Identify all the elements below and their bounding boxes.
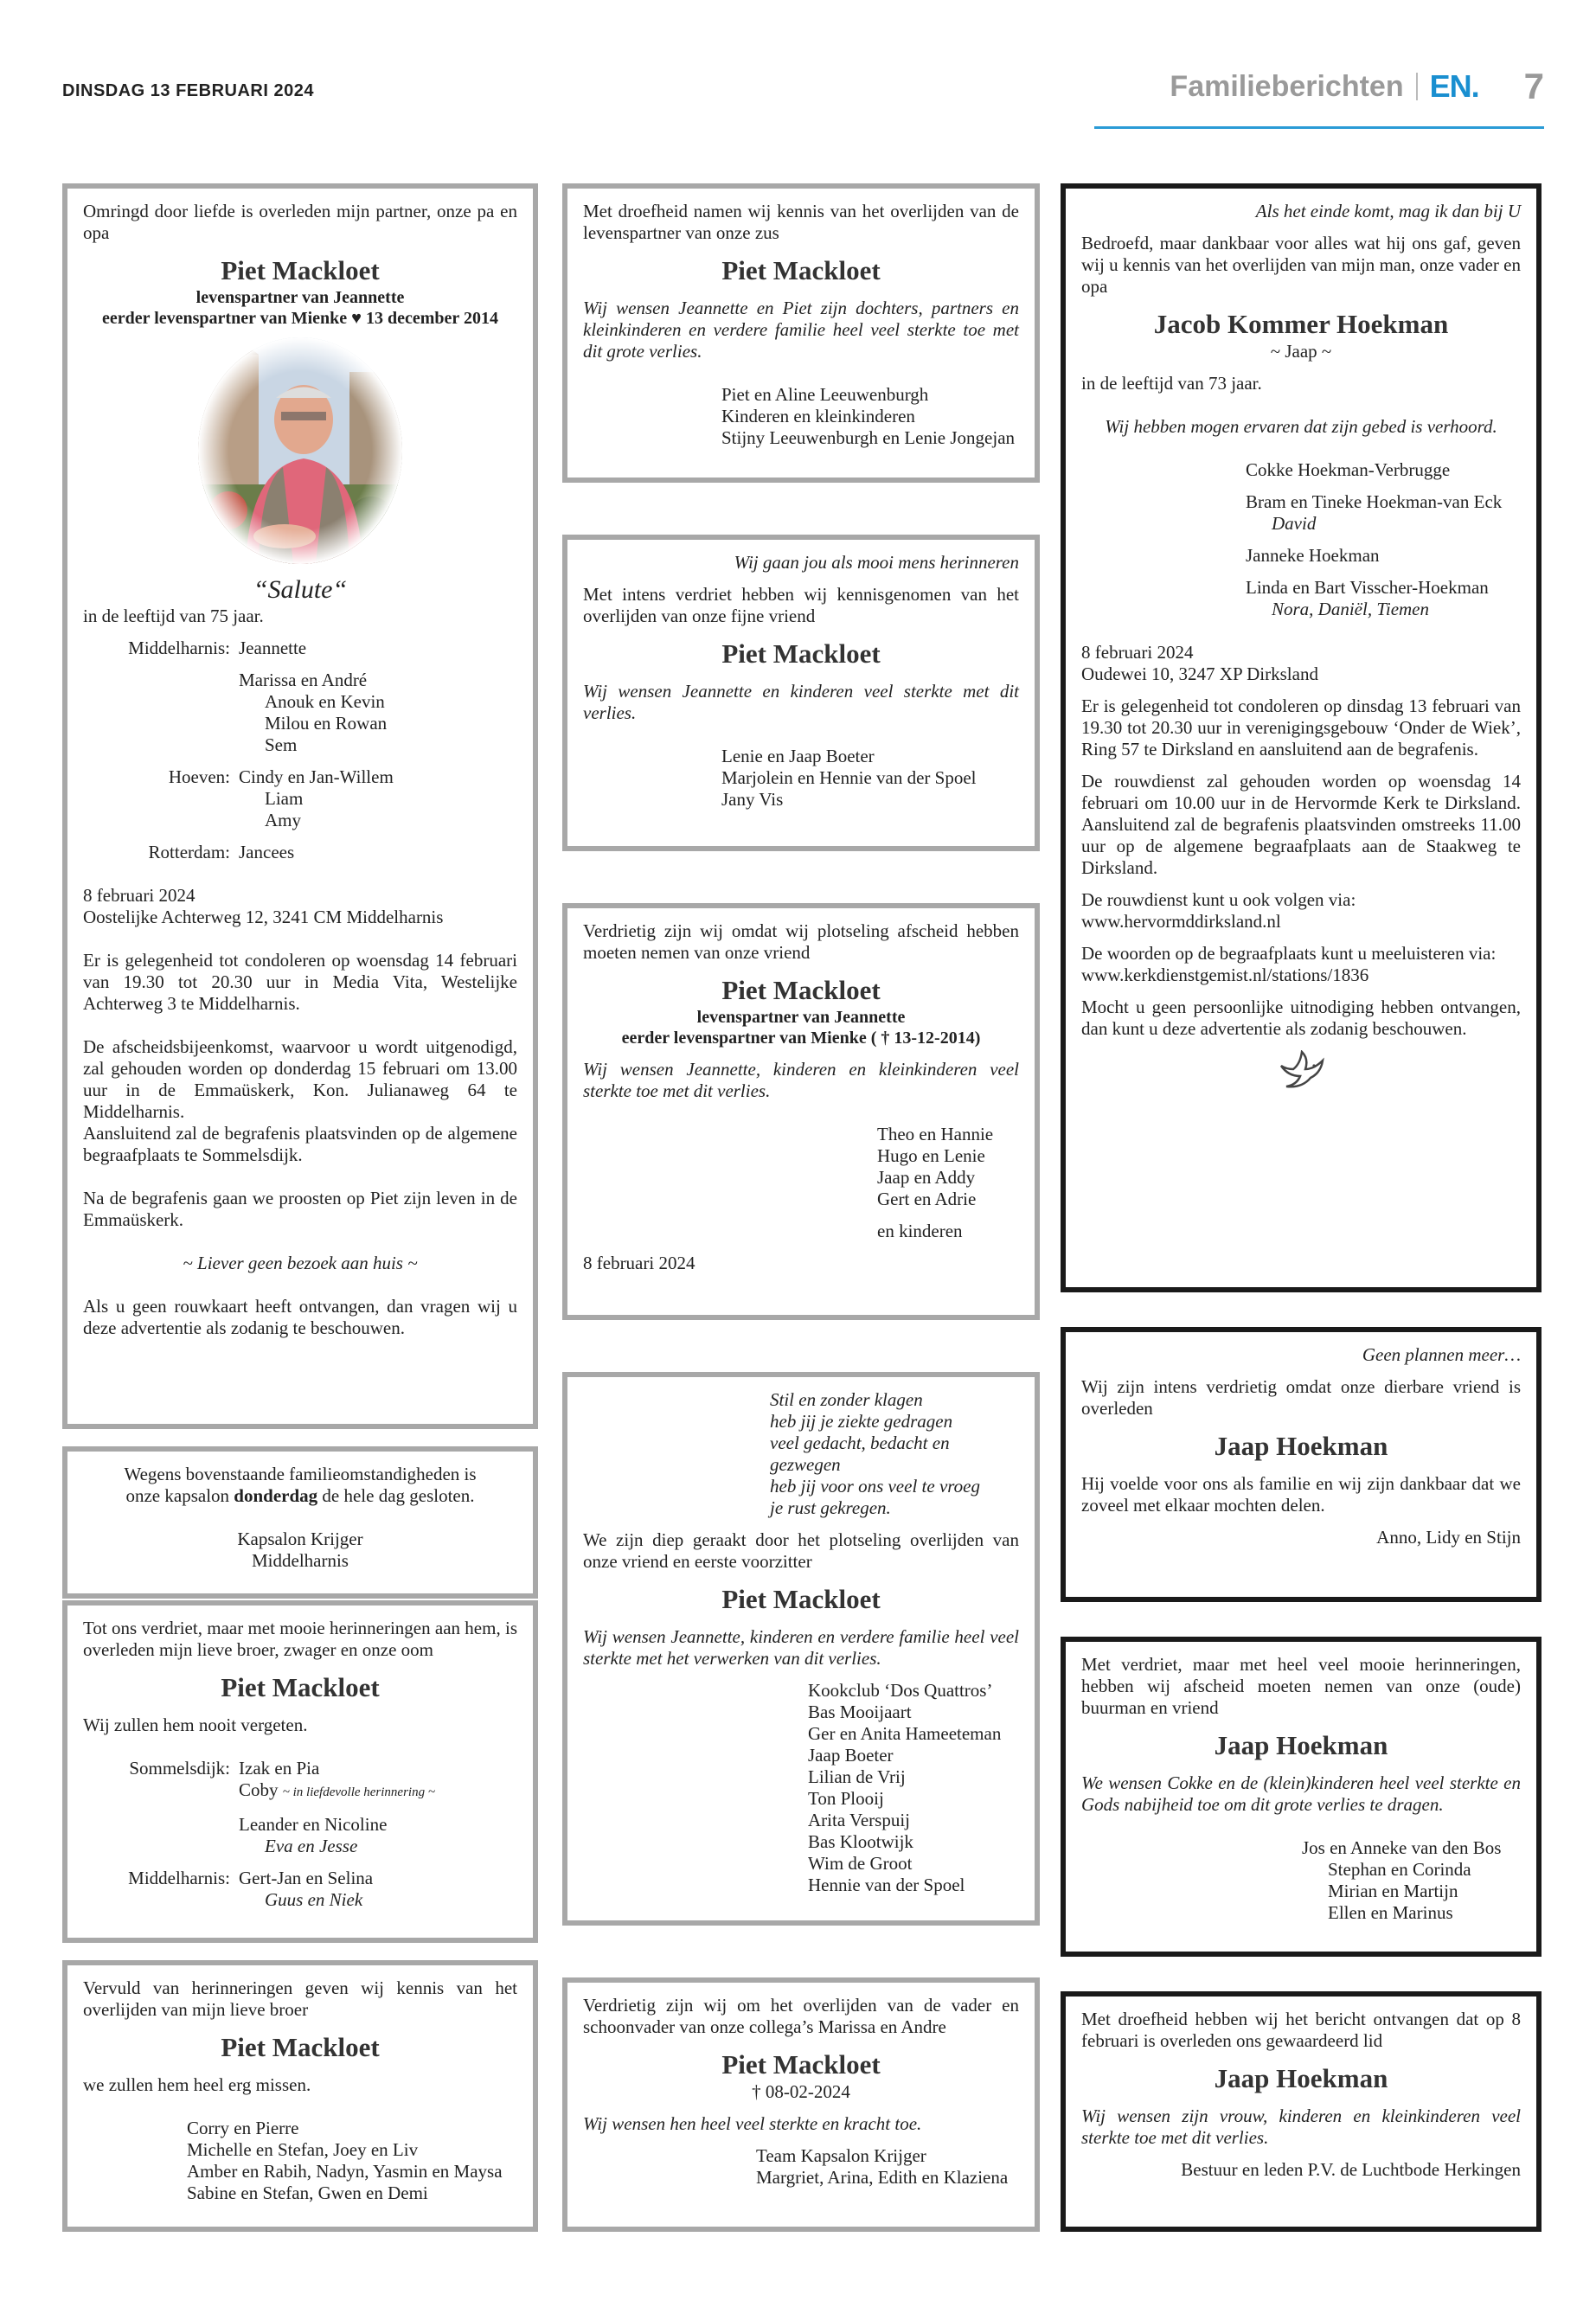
family-line: Milou en Rowan xyxy=(265,713,388,734)
signature: Mirian en Martijn xyxy=(1328,1881,1458,1901)
closure-notice-ad xyxy=(62,1446,538,1599)
deceased-name: Piet Mackloet xyxy=(721,638,881,669)
signature: Jaap Boeter xyxy=(808,1745,894,1766)
en-logo: EN. xyxy=(1429,68,1479,104)
deceased-name: Piet Mackloet xyxy=(221,1672,380,1702)
motto: Geen plannen meer… xyxy=(1362,1344,1521,1365)
deceased-name: Piet Mackloet xyxy=(221,255,380,285)
poem-line: heb jij je ziekte gedragen xyxy=(770,1411,953,1432)
deceased-name: Piet Mackloet xyxy=(221,2032,380,2062)
family-line: Marissa en André xyxy=(239,670,368,690)
family-line: Sem xyxy=(265,734,298,755)
signature: Anno, Lidy en Stijn xyxy=(1376,1527,1521,1548)
page-date: DINSDAG 13 FEBRUARI 2024 xyxy=(62,81,314,100)
obituary-ad-hoekman-family xyxy=(1061,183,1542,1292)
signature: Lilian de Vrij xyxy=(808,1766,906,1787)
page-number: 7 xyxy=(1523,66,1544,106)
intro-text: Wij zijn intens verdrietig omdat onze dierbare vriend is overleden xyxy=(1081,1376,1521,1419)
signature: Lenie en Jaap Boeter xyxy=(721,746,875,766)
family-line: Amy xyxy=(265,810,301,830)
signature: Jos en Anneke van den Bos xyxy=(1302,1837,1502,1858)
obituary-ad-friends xyxy=(1061,1327,1542,1602)
service-text: De rouwdienst zal gehouden worden op woensdag 14 februari om 10.00 uur in de Hervormde Kerk te Dirksland. Aansluitend zal de begrafenis plaatsvinden omstreeks 11.00 uur op de algemene begraafplaats aan de Staakweg te Dirksland. xyxy=(1081,771,1521,878)
motto: Wij gaan jou als mooi mens herinneren xyxy=(734,552,1019,573)
family-group xyxy=(83,638,517,659)
poem-line: heb jij voor ons veel te vroeg xyxy=(770,1476,980,1497)
wish-text: Wij wensen Jeannette en Piet zijn dochters, partners en kleinkinderen en verdere familie heel veel sterkte toe met dit grote verlies. xyxy=(583,298,1019,362)
notice-text: Als u geen rouwkaart heeft ontvangen, dan vragen wij u deze advertentie als zodanig te beschouwen. xyxy=(83,1296,517,1338)
motto: Als het einde komt, mag ik dan bij U xyxy=(1255,201,1521,221)
intro-text: Vervuld van herinneringen geven wij kennis van het overlijden van mijn lieve broer xyxy=(83,1977,517,2020)
intro-text: Met verdriet, maar met heel veel mooie herinneringen, hebben wij afscheid moeten nemen van onze (oude) buurman en vriend xyxy=(1081,1654,1521,1718)
signature: Team Kapsalon Krijger xyxy=(756,2145,926,2166)
intro-text: Met intens verdriet hebben wij kennisgenomen van het overlijden van onze fijne vriend xyxy=(583,584,1019,626)
obituary-ad-club-member xyxy=(1061,1991,1542,2232)
family-name: Coby xyxy=(239,1779,279,1800)
signature: Michelle en Stefan, Joey en Liv xyxy=(187,2139,419,2160)
signature: Hugo en Lenie xyxy=(877,1145,985,1166)
notice-text: Mocht u geen persoonlijke uitnodiging hebben ontvangen, dan kunt u deze advertentie als zodanig beschouwen. xyxy=(1081,997,1521,1039)
family-line: Nora, Daniël, Tiemen xyxy=(1272,599,1429,619)
closure-text xyxy=(83,1485,517,1507)
obituary-ad-brother xyxy=(62,1960,538,2232)
signature: Gert en Adrie xyxy=(877,1189,977,1209)
signature: Kookclub ‘Dos Quattros’ xyxy=(808,1680,993,1701)
signature: Marjolein en Hennie van der Spoel xyxy=(721,767,977,788)
subtitle: eerder levenspartner van Mienke ( † 13-12-2014) xyxy=(621,1029,981,1048)
signature: Jany Vis xyxy=(721,789,784,810)
signature: Ellen en Marinus xyxy=(1328,1902,1453,1923)
family-line: Jeannette xyxy=(239,638,307,658)
address-text: Oudewei 10, 3247 XP Dirksland xyxy=(1081,663,1318,684)
family-line: Linda en Bart Visscher-Hoekman xyxy=(1246,577,1489,598)
closure-day: donderdag xyxy=(234,1485,318,1506)
deceased-name: Piet Mackloet xyxy=(721,975,881,1005)
family-group xyxy=(83,842,517,863)
signature: Theo en Hannie xyxy=(877,1124,994,1144)
intro-text: Omringd door liefde is overleden mijn partner, onze pa en opa xyxy=(83,201,517,243)
poem xyxy=(583,1389,1019,1519)
signature: Margriet, Arina, Edith en Klaziena xyxy=(756,2167,1009,2188)
signature: Bestuur en leden P.V. de Luchtbode Herkingen xyxy=(1181,2159,1521,2180)
family-line: David xyxy=(1272,513,1317,534)
family-line xyxy=(239,1779,435,1804)
signature: Middelharnis xyxy=(252,1550,349,1571)
condolence-text: Er is gelegenheid tot condoleren op woensdag 14 februari van 19.30 tot 20.30 uur in Media Vita, Westelijke Achterweg 3 te Middelharnis. xyxy=(83,950,517,1014)
age-text: in de leeftijd van 75 jaar. xyxy=(83,606,264,626)
memory-text: Wij zullen hem nooit vergeten. xyxy=(83,1715,308,1735)
family-group xyxy=(83,766,517,831)
signature-block xyxy=(583,746,1019,811)
prayer-text: Wij hebben mogen ervaren dat zijn gebed is verhoord. xyxy=(1105,416,1497,437)
signature: Wim de Groot xyxy=(808,1853,913,1874)
obituary-ad-colleagues xyxy=(562,1977,1040,2232)
family-line: Eva en Jesse xyxy=(265,1836,358,1856)
deceased-name: Piet Mackloet xyxy=(721,2049,881,2080)
closure-text-part: de hele dag gesloten. xyxy=(317,1485,475,1506)
date-text: 8 februari 2024 xyxy=(1081,642,1194,663)
poem-line: je rust gekregen. xyxy=(770,1497,891,1518)
closure-text: Wegens bovenstaande familieomstandigheden is xyxy=(124,1464,477,1484)
place-label: Middelharnis: xyxy=(128,1868,230,1888)
obituary-ad-friend xyxy=(562,535,1040,851)
intro-text: Met droefheid hebben wij het bericht ontvangen dat op 8 februari is overleden ons gewaardeerd lid xyxy=(1081,2009,1521,2051)
poem-line: veel gedacht, bedacht en gezwegen xyxy=(770,1433,950,1475)
family-line: Anouk en Kevin xyxy=(265,691,385,712)
family-line: Bram en Tineke Hoekman-van Eck xyxy=(1246,491,1503,512)
family-line: Jancees xyxy=(239,842,295,862)
subtitle: eerder levenspartner van Mienke ♥ 13 december 2014 xyxy=(102,309,498,328)
poem-line: Stil en zonder klagen xyxy=(770,1389,923,1410)
date-text: 8 februari 2024 xyxy=(583,1253,695,1273)
place-label: Sommelsdijk: xyxy=(129,1758,230,1779)
deceased-name: Jaap Hoekman xyxy=(1214,1431,1388,1461)
date-text: 8 februari 2024 xyxy=(83,885,195,906)
farewell-text: De afscheidsbijeenkomst, waarvoor u wordt uitgenodigd, zal gehouden worden op donderdag 15 februari om 13.00 uur in de Emmaüskerk, Kon. Julianaweg 64 te Middelharnis. xyxy=(83,1036,517,1122)
memory-text: we zullen hem heel erg missen. xyxy=(83,2074,311,2095)
signature: Bas Klootwijk xyxy=(808,1831,913,1852)
address-text: Oostelijke Achterweg 12, 3241 CM Middelharnis xyxy=(83,907,444,927)
family-line: Izak en Pia xyxy=(239,1758,320,1779)
age-text: in de leeftijd van 73 jaar. xyxy=(1081,373,1262,394)
signature: Kinderen en kleinkinderen xyxy=(721,406,915,426)
place-label: Middelharnis: xyxy=(128,638,230,658)
signature: Bas Mooijaart xyxy=(808,1702,912,1722)
signature-block xyxy=(583,2145,1019,2189)
obituary-ad-neighbours xyxy=(1061,1637,1542,1957)
family-line: Leander en Nicoline xyxy=(239,1814,388,1835)
signature: Kapsalon Krijger xyxy=(237,1529,363,1549)
dove-icon xyxy=(1081,1050,1521,1093)
portrait-photo xyxy=(198,337,402,564)
signature: Amber en Rabih, Nadyn, Yasmin en Maysa xyxy=(187,2161,503,2182)
toast-text: Na de begrafenis gaan we proosten op Piet zijn leven in de Emmaüskerk. xyxy=(83,1188,517,1230)
no-visit-text: ~ Liever geen bezoek aan huis ~ xyxy=(183,1253,418,1273)
deceased-name: Jacob Kommer Hoekman xyxy=(1153,309,1449,339)
signature: Stijny Leeuwenburgh en Lenie Jongejan xyxy=(721,427,1016,448)
signature: Ger en Anita Hameeteman xyxy=(808,1723,1002,1744)
family-block xyxy=(1081,459,1521,620)
signature: Jaap en Addy xyxy=(877,1167,976,1188)
nickname: ~ Jaap ~ xyxy=(1270,341,1332,362)
obituary-ad-family xyxy=(62,183,538,1429)
burial-text: Aansluitend zal de begrafenis plaatsvinden op de algemene begraafplaats te Sommelsdijk. xyxy=(83,1123,517,1165)
wish-text: Wij wensen hen heel veel sterkte en kracht toe. xyxy=(583,2113,922,2134)
memory-text: Hij voelde voor ons als familie en wij zijn dankbaar dat we zoveel met elkaar mochten delen. xyxy=(1081,1473,1521,1516)
obituary-ad-sister-in-law xyxy=(562,183,1040,483)
family-line: Cokke Hoekman-Verbrugge xyxy=(1246,459,1451,480)
stream-url: www.hervormddirksland.nl xyxy=(1081,911,1281,932)
signature-block xyxy=(583,1124,1019,1242)
signature-block xyxy=(583,1680,1019,1896)
section-title: Familieberichten xyxy=(1170,69,1404,103)
family-line: Cindy en Jan-Willem xyxy=(239,766,394,787)
place-label xyxy=(83,670,239,756)
wish-text: We wensen Cokke en de (klein)kinderen heel veel sterkte en Gods nabijheid toe om dit grote verlies te dragen. xyxy=(1081,1772,1521,1815)
subtitle: levenspartner van Jeannette xyxy=(195,288,405,307)
intro-text: Met droefheid namen wij kennis van het overlijden van de levenspartner van onze zus xyxy=(583,201,1019,243)
masthead xyxy=(1170,66,1544,107)
stream-text: De woorden op de begraafplaats kunt u meeluisteren via: xyxy=(1081,943,1497,964)
signature: Piet en Aline Leeuwenburgh xyxy=(721,384,929,405)
signature: Arita Verspuij xyxy=(808,1810,911,1830)
intro-text: Tot ons verdriet, maar met mooie herinneringen aan hem, is overleden mijn lieve broer, zwager en onze oom xyxy=(83,1618,517,1660)
family-group xyxy=(83,1758,517,1857)
quote: “Salute“ xyxy=(253,575,348,604)
header-divider xyxy=(1416,73,1418,100)
family-line: Janneke Hoekman xyxy=(1246,545,1380,566)
deceased-name: Piet Mackloet xyxy=(721,255,881,285)
signature: Stephan en Corinda xyxy=(1328,1859,1471,1880)
deceased-name: Jaap Hoekman xyxy=(1214,2063,1388,2093)
stream-text: De rouwdienst kunt u ook volgen via: xyxy=(1081,889,1356,910)
family-line: Gert-Jan en Selina xyxy=(239,1868,374,1888)
intro-text: Verdrietig zijn wij om het overlijden van de vader en schoonvader van onze collega’s Marissa en Andre xyxy=(583,1995,1019,2037)
wish-text: Wij wensen Jeannette, kinderen en kleinkinderen veel sterkte toe met dit verlies. xyxy=(583,1059,1019,1101)
family-line: Liam xyxy=(265,788,304,809)
signature: Sabine en Stefan, Gwen en Demi xyxy=(187,2182,428,2203)
signature: Ton Plooij xyxy=(808,1788,884,1809)
place-label: Hoeven: xyxy=(168,766,230,787)
intro-text: We zijn diep geraakt door het plotseling overlijden van onze vriend en eerste voorzitter xyxy=(583,1529,1019,1572)
intro-text: Bedroefd, maar dankbaar voor alles wat hij ons gaf, geven wij u kennis van het overlijden van mijn man, onze vader en opa xyxy=(1081,233,1521,297)
deceased-name: Piet Mackloet xyxy=(721,1584,881,1614)
signature: Corry en Pierre xyxy=(187,2118,299,2138)
intro-text: Verdrietig zijn wij omdat wij plotseling afscheid hebben moeten nemen van onze vriend xyxy=(583,920,1019,963)
wish-text: Wij wensen Jeannette, kinderen en verdere familie heel veel sterkte met het verwerken van dit verlies. xyxy=(583,1626,1019,1669)
family-line: Guus en Niek xyxy=(265,1889,363,1910)
place-label: Rotterdam: xyxy=(148,842,230,862)
signature-block xyxy=(583,384,1019,449)
deceased-name: Jaap Hoekman xyxy=(1214,1730,1388,1760)
closure-text-part: onze kapsalon xyxy=(125,1485,234,1506)
header-rule xyxy=(1094,126,1544,129)
condolence-text: Er is gelegenheid tot condoleren op dinsdag 13 februari van 19.30 tot 20.30 uur in verenigingsgebouw ‘Onder de Wiek’, Ring 57 te Dirksland en aansluitend aan de begrafenis. xyxy=(1081,695,1521,760)
signature: Hennie van der Spoel xyxy=(808,1875,965,1895)
family-group xyxy=(83,1868,517,1911)
obituary-ad-sudden xyxy=(562,903,1040,1320)
subtitle: levenspartner van Jeannette xyxy=(696,1008,906,1027)
signature-block xyxy=(83,2118,517,2204)
death-date: † 08-02-2024 xyxy=(752,2081,850,2102)
signature: en kinderen xyxy=(877,1221,963,1241)
wish-text: Wij wensen zijn vrouw, kinderen en kleinkinderen veel sterkte toe met dit verlies. xyxy=(1081,2106,1521,2148)
obituary-ad-club xyxy=(562,1372,1040,1926)
family-group xyxy=(83,670,517,756)
stream-url: www.kerkdienstgemist.nl/stations/1836 xyxy=(1081,965,1369,985)
obituary-ad-sibling xyxy=(62,1600,538,1943)
signature-block xyxy=(1081,1837,1521,1924)
wish-text: Wij wensen Jeannette en kinderen veel sterkte met dit verlies. xyxy=(583,681,1019,723)
memory-note: ~ in liefdevolle herinnering ~ xyxy=(282,1785,435,1799)
